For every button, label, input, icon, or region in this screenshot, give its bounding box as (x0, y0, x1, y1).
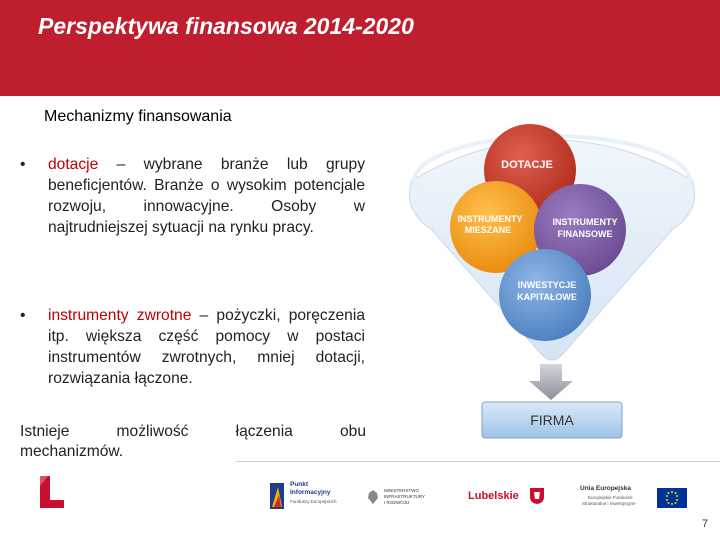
footer-divider (236, 461, 720, 462)
eagle-emblem-icon (366, 488, 380, 506)
bullet-keyword: instrumenty zwrotne (48, 307, 192, 324)
label-finansowe-2: FINANSOWE (557, 229, 613, 239)
eu-flag-icon (657, 488, 687, 508)
label-finansowe-1: INSTRUMENTY (552, 217, 618, 227)
bullet-dot: • (20, 156, 26, 173)
bullet-text: – pożyczki, poręczenia itp. większa część pomocy w postaci instrumentów zwrotnych, mniej dotacji, rozwiązania łączone. (48, 307, 365, 387)
firma-label: FIRMA (530, 412, 574, 428)
label-mieszane-2: MIESZANE (464, 225, 512, 235)
note-line-2: mechanizmów. (20, 443, 124, 460)
fe-logo-icon (268, 481, 286, 511)
lubelskie-l-logo (36, 472, 68, 512)
label-mieszane-1: INSTRUMENTY (457, 214, 523, 224)
logo-punkt-informacyjny: Punkt Informacyjny Funduszy Europejskich (268, 481, 358, 511)
down-arrow (529, 364, 573, 400)
coat-of-arms-icon (529, 487, 545, 505)
bullet-keyword: dotacje (48, 156, 99, 173)
page-title: Perspektywa finansowa 2014-2020 (38, 13, 414, 39)
section-subtitle: Mechanizmy finansowania (44, 108, 232, 125)
label-kapitalowe-2: KAPITAŁOWE (517, 292, 577, 302)
bullet-item (20, 305, 365, 389)
bullet-dot: • (20, 307, 26, 324)
bullet-text: – wybrane branże lub grupy beneficjentów. Branże o wysokim potencjale rozwoju, innowacyjne. Osoby w najtrudniejszej sytuacji na rynku pracy. (48, 156, 365, 236)
logo-ministerstwo: MINISTERSTWO INFRASTRUKTURY I ROZWOJU (366, 486, 456, 512)
page-number: 7 (702, 518, 709, 530)
logo-unia-europejska: Unia Europejska Europejskie Fundusze Strukturalne i Inwestycyjne (580, 485, 690, 513)
header-bar (0, 0, 720, 96)
note-line: Istnieje możliwość łączenia obu (20, 423, 366, 440)
label-kapitalowe-1: INWESTYCJE (517, 280, 577, 290)
bullet-item (20, 154, 365, 238)
logo-lubelskie: Lubelskie (468, 487, 548, 509)
label-dotacje: DOTACJE (501, 159, 553, 171)
financing-diagram (402, 110, 702, 455)
